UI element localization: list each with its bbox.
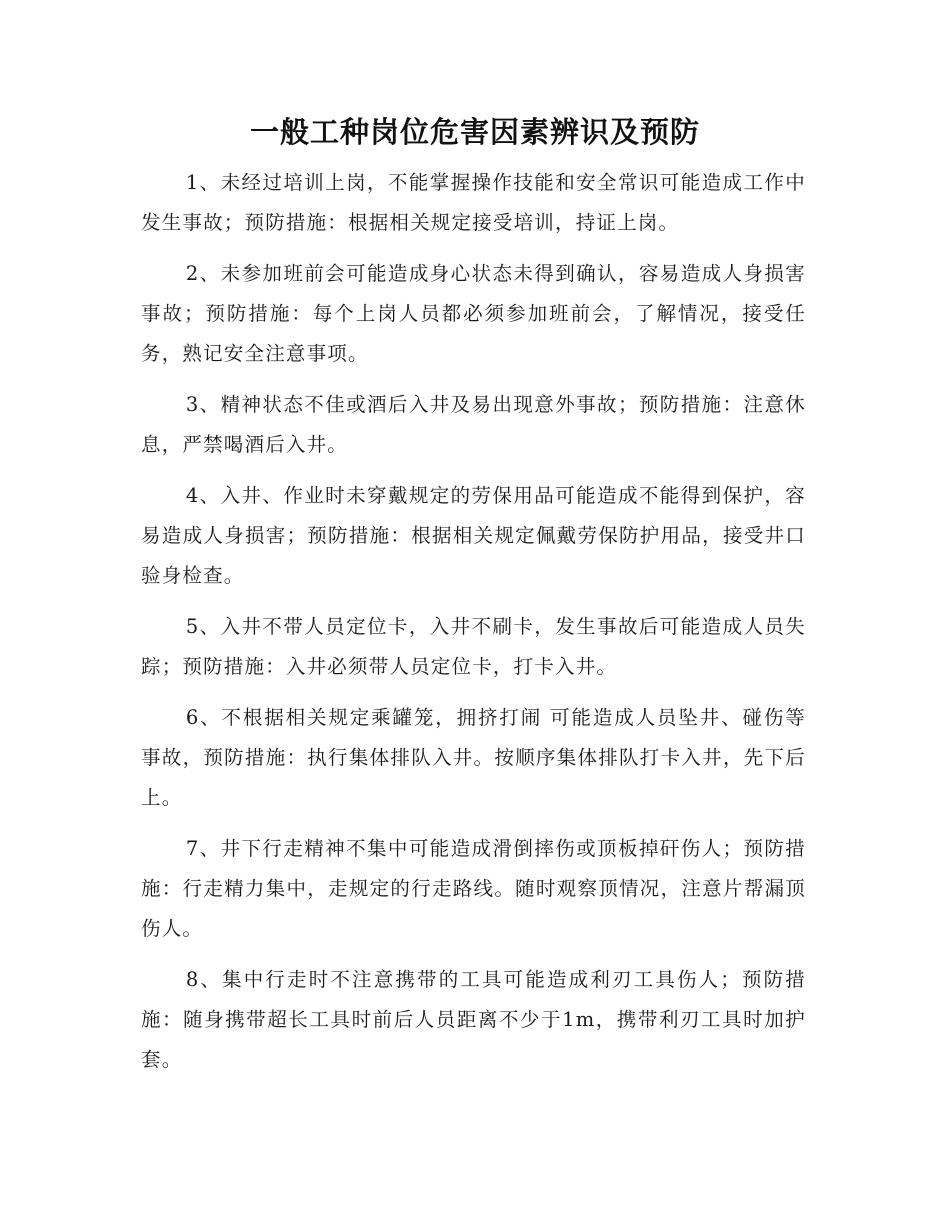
paragraph-4: 4、入井、作业时未穿戴规定的劳保用品可能造成不能得到保护，容易造成人身损害；预防措施：根据相关规定佩戴劳保防护用品，接受井口验身检查。	[141, 484, 806, 587]
paragraph-3: 3、精神状态不佳或酒后入井及易出现意外事故；预防措施：注意休息，严禁喝酒后入井。	[141, 393, 806, 456]
paragraph-8: 8、集中行走时不注意携带的工具可能造成利刃工具伤人；预防措施：随身携带超长工具时前后人员距离不少于1m，携带利刃工具时加护套。	[141, 968, 806, 1071]
paragraph-5: 5、入井不带人员定位卡，入井不刷卡，发生事故后可能造成人员失踪；预防措施：入井必须带人员定位卡，打卡入井。	[141, 615, 806, 678]
document-body	[141, 163, 806, 1091]
document-title: 一般工种岗位危害因素辨识及预防	[249, 115, 700, 149]
paragraph-1: 1、未经过培训上岗，不能掌握操作技能和安全常识可能造成工作中发生事故；预防措施：根据相关规定接受培训，持证上岗。	[141, 171, 806, 234]
paragraph-6: 6、不根据相关规定乘罐笼，拥挤打闹 可能造成人员坠井、碰伤等事故，预防措施：执行集体排队入井。按顺序集体排队打卡入井，先下后上。	[141, 706, 806, 809]
paragraph-7: 7、井下行走精神不集中可能造成滑倒摔伤或顶板掉矸伤人；预防措施：行走精力集中，走规定的行走路线。随时观察顶情况，注意片帮漏顶伤人。	[141, 837, 806, 940]
paragraph-2: 2、未参加班前会可能造成身心状态未得到确认，容易造成人身损害事故；预防措施：每个上岗人员都必须参加班前会，了解情况，接受任务，熟记安全注意事项。	[141, 262, 806, 365]
